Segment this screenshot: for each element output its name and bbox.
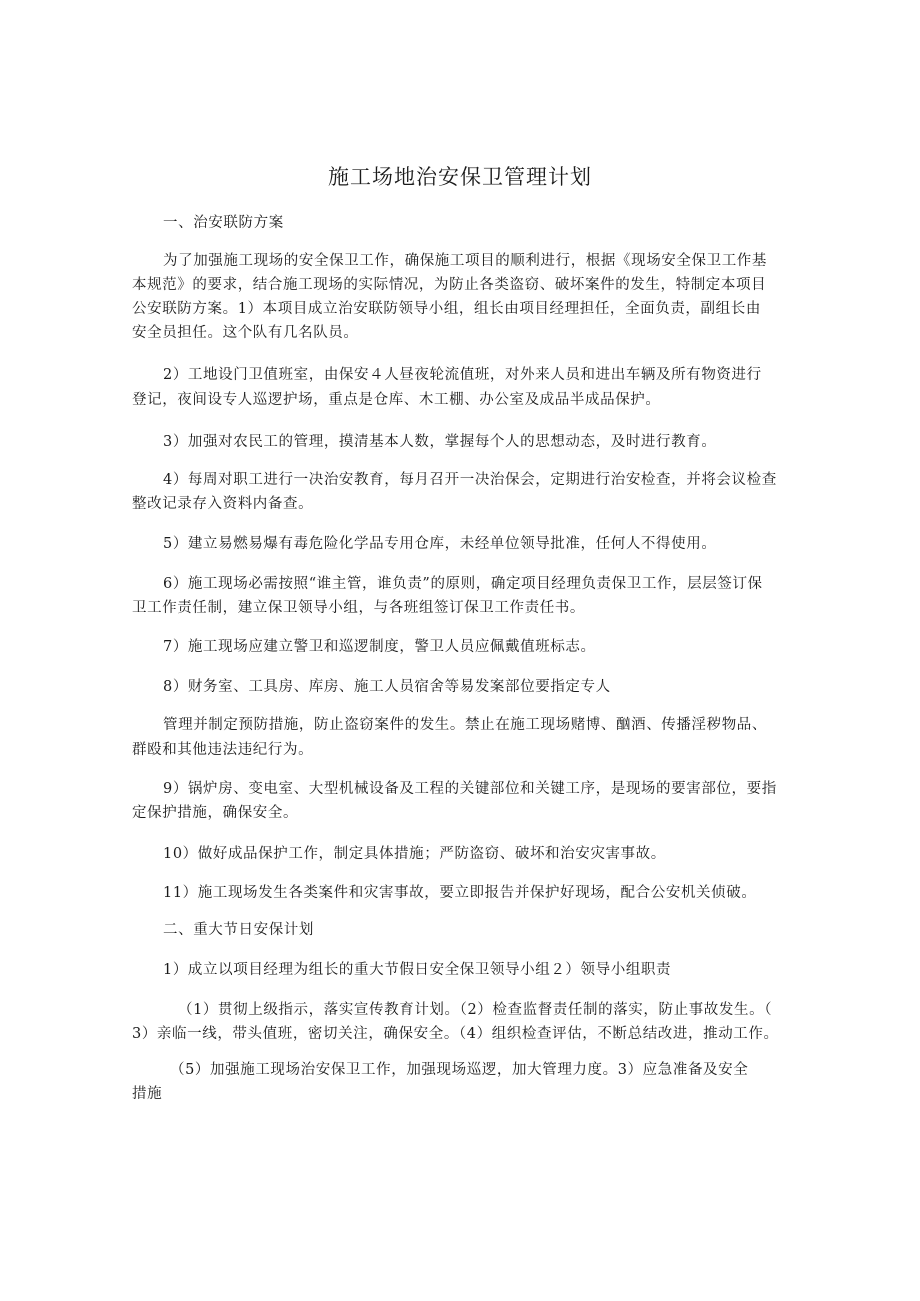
paragraph-line: 定保护措施，确保安全。 (132, 805, 299, 821)
paragraph-line: 本规范》的要求，结合施工现场的实际情况，为防止各类盗窃、破坏案件的发生，特制定本项目 (132, 277, 767, 293)
section-heading-2: 二、重大节日安保计划 (163, 922, 314, 938)
paragraph-line: 11）施工现场发生各类案件和灾害事故，要立即报告并保护好现场，配合公安机关侦破。 (163, 885, 757, 901)
section-heading-1: 一、治安联防方案 (163, 215, 284, 231)
paragraph-line: 9）锅炉房、变电室、大型机械设备及工程的关键部位和关键工序，是现场的要害部位，要指 (163, 781, 777, 797)
paragraph-line: 5）建立易燃易爆有毒危险化学品专用仓库，未经单位领导批准，任何人不得使用。 (163, 536, 717, 552)
paragraph-line: （1）贯彻上级指示，落实宣传教育计划。（2）检查监督责任制的落实，防止事故发生。（ (178, 1002, 773, 1018)
paragraph-line: 管理并制定预防措施，防止盗窃案件的发生。禁止在施工现场赌博、酗酒、传播淫秽物品、 (163, 717, 767, 733)
paragraph-line: 7）施工现场应建立警卫和巡逻制度，警卫人员应佩戴值班标志。 (163, 639, 596, 655)
paragraph-line: 措施 (132, 1086, 163, 1102)
paragraph-line: 6）施工现场必需按照“谁主管，谁负责”的原则，确定项目经理负责保卫工作，层层签订保 (163, 576, 763, 592)
paragraph-line: 群殴和其他违法违纪行为。 (132, 742, 314, 758)
paragraph-line: 为了加强施工现场的安全保卫工作，确保施工项目的顺利进行，根据《现场安全保卫工作基 (163, 253, 767, 269)
paragraph-line: 整改记录存入资料内备查。 (132, 496, 314, 512)
paragraph-line: 卫工作责任制，建立保卫领导小组，与各班组签订保卫工作责任书。 (132, 600, 585, 616)
paragraph-line: 登记，夜间设专人巡逻护场，重点是仓库、木工棚、办公室及成品半成品保护。 (132, 392, 661, 408)
paragraph-line: 4）每周对职工进行一决治安教育，每月召开一决治保会，定期进行治安检查，并将会议检查 (163, 472, 777, 488)
paragraph-line: 10）做好成品保护工作，制定具体措施；严防盗窃、破坏和治安灾害事故。 (163, 846, 666, 862)
paragraph-line: 3）亲临一线，带头值班，密切关注，确保安全。（4）组织检查评估，不断总结改进，推动工作。 (132, 1026, 779, 1042)
paragraph-line: 8）财务室、工具房、库房、施工人员宿舍等易发案部位要指定专人 (163, 679, 611, 695)
paragraph-line: （5）加强施工现场治安保卫工作，加强现场巡逻，加大管理力度。3）应急准备及安全 (170, 1062, 749, 1078)
paragraph-line: 1）成立以项目经理为组长的重大节假日安全保卫领导小组２）领导小组职责 (163, 962, 672, 978)
document-title: 施工场地治安保卫管理计划 (328, 165, 592, 189)
paragraph-line: 安全员担任。这个队有几名队员。 (132, 325, 359, 341)
paragraph-line: 公安联防方案。1）本项目成立治安联防领导小组，组长由项目经理担任，全面负责，副组长由 (132, 301, 761, 317)
paragraph-line: 2）工地设门卫值班室，由保安４人昼夜轮流值班，对外来人员和进出车辆及所有物资进行 (163, 367, 762, 383)
paragraph-line: 3）加强对农民工的管理，摸清基本人数，掌握每个人的思想动态，及时进行教育。 (163, 434, 717, 450)
